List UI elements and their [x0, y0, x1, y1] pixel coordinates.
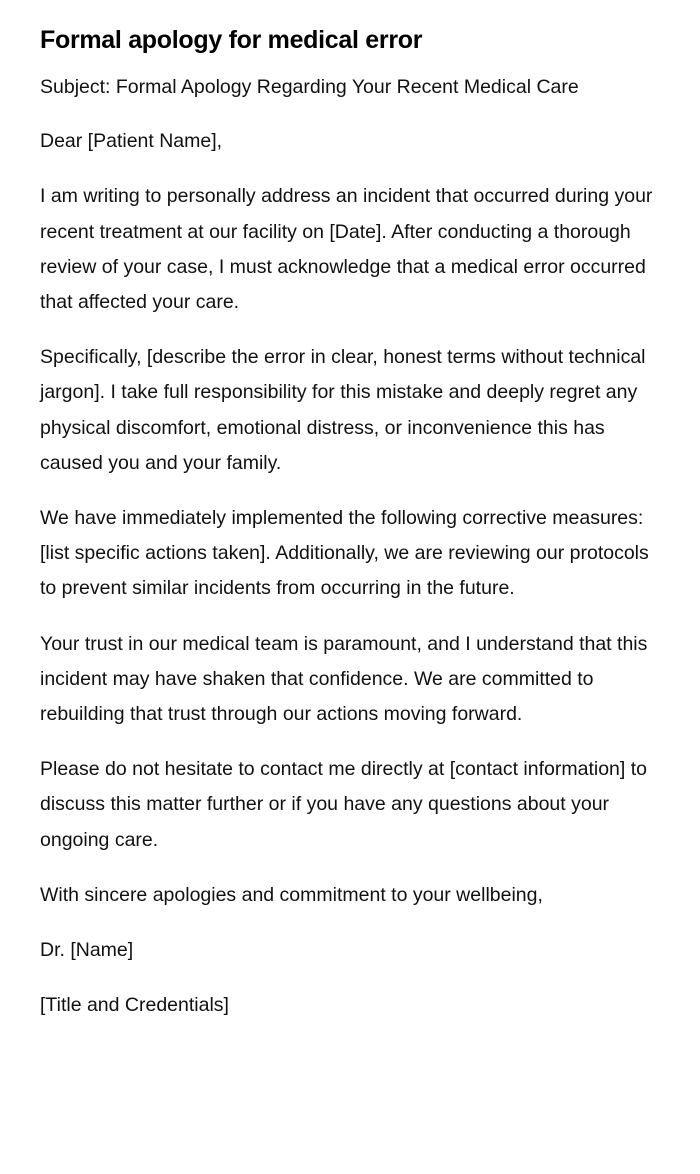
body-paragraph-corrective-measures: We have immediately implemented the following corrective measures: [list specific actions taken]. Additionally, we are reviewing our protocols to prevent similar incidents from occurring in the future.: [40, 507, 649, 600]
signature-name: Dr. [Name]: [40, 939, 134, 962]
greeting: Dear [Patient Name],: [40, 130, 223, 153]
body-paragraph-trust: Your trust in our medical team is paramount, and I understand that this incident may have shaken that confidence. We are committed to rebuilding that trust through our actions moving forward.: [40, 632, 648, 726]
subject-line: Subject: Formal Apology Regarding Your Recent Medical Care: [40, 76, 579, 98]
closing-line: With sincere apologies and commitment to your wellbeing,: [40, 883, 543, 906]
signature-title: [Title and Credentials]: [40, 994, 229, 1017]
body-paragraph-incident: I am writing to personally address an incident that occurred during your recent treatment at our facility on [Date]. After conducting a thorough review of your case, I must acknowledge that a medical error occurred that affected your care.: [40, 185, 653, 314]
body-paragraph-responsibility: Specifically, [describe the error in clear, honest terms without technical jargon]. I take full responsibility for this mistake and deeply regret any physical discomfort, emotional distress, or inconvenience this has caused you and your family.: [40, 346, 646, 474]
body-paragraph-contact: Please do not hesitate to contact me directly at [contact information] to discuss this matter further or if you have any questions about your ongoing care.: [40, 758, 647, 851]
document-title: Formal apology for medical error: [40, 26, 423, 54]
